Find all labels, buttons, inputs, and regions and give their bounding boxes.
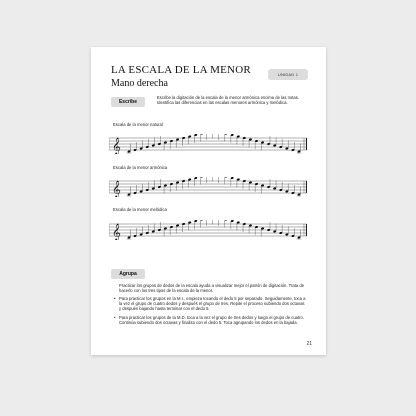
page-subtitle: Mano derecha	[111, 78, 168, 89]
workbook-page	[91, 47, 326, 355]
group-section-label: Agrupa	[111, 269, 145, 279]
bullet-item: • Para practicar los grupos en la M.I., empieza tocando el dedo 5 por separado. Seguidamente, toca a la vez el grupo de cuatro dedos y después el grupo de tres. Repite el proceso subiendo dos octavas y después bajando hasta terminar con el dedo 5.	[119, 296, 307, 312]
page-number: 21	[306, 341, 312, 347]
treble-clef-icon: 𝄞	[112, 137, 121, 154]
staff-melodic-minor	[109, 220, 307, 240]
group-intro: Practicar los grupos de dedos de la escala ayuda a visualizar mejor el patrón de digitación. Trata de hacerlo con los tres tipos de la escala de la menor.	[119, 283, 305, 294]
bullet-item: • Para practicar los grupos de la M.D. toca a la vez el grupo de tres dedos y luego el grupo de cuatro. Continúa subiendo dos octavas y finaliza con el dedo 5. Toca agrupando los dedos en la bajada.	[119, 315, 307, 325]
staff-harmonic-minor	[109, 177, 307, 197]
page-title: LA ESCALA DE LA MENOR	[111, 64, 251, 76]
treble-clef-icon: 𝄞	[112, 180, 121, 197]
write-instructions: Escribe la digitación de la escala de la menor armónica encima de las notas. Identifica las diferencias en las escalas menores armónica y melódica.	[157, 95, 299, 106]
staff-title-melodic: Escala de la menor melódica	[113, 207, 167, 212]
unit-badge: UNIDAD 1	[268, 69, 308, 80]
treble-clef-icon: 𝄞	[112, 223, 121, 240]
staff-title-harmonic: Escala de la menor armónica	[113, 165, 168, 170]
write-section-label: Escribe	[111, 97, 145, 107]
staff-natural-minor	[109, 134, 307, 154]
group-bullets	[119, 296, 307, 328]
staff-title-natural: Escala de la menor natural	[113, 122, 163, 127]
